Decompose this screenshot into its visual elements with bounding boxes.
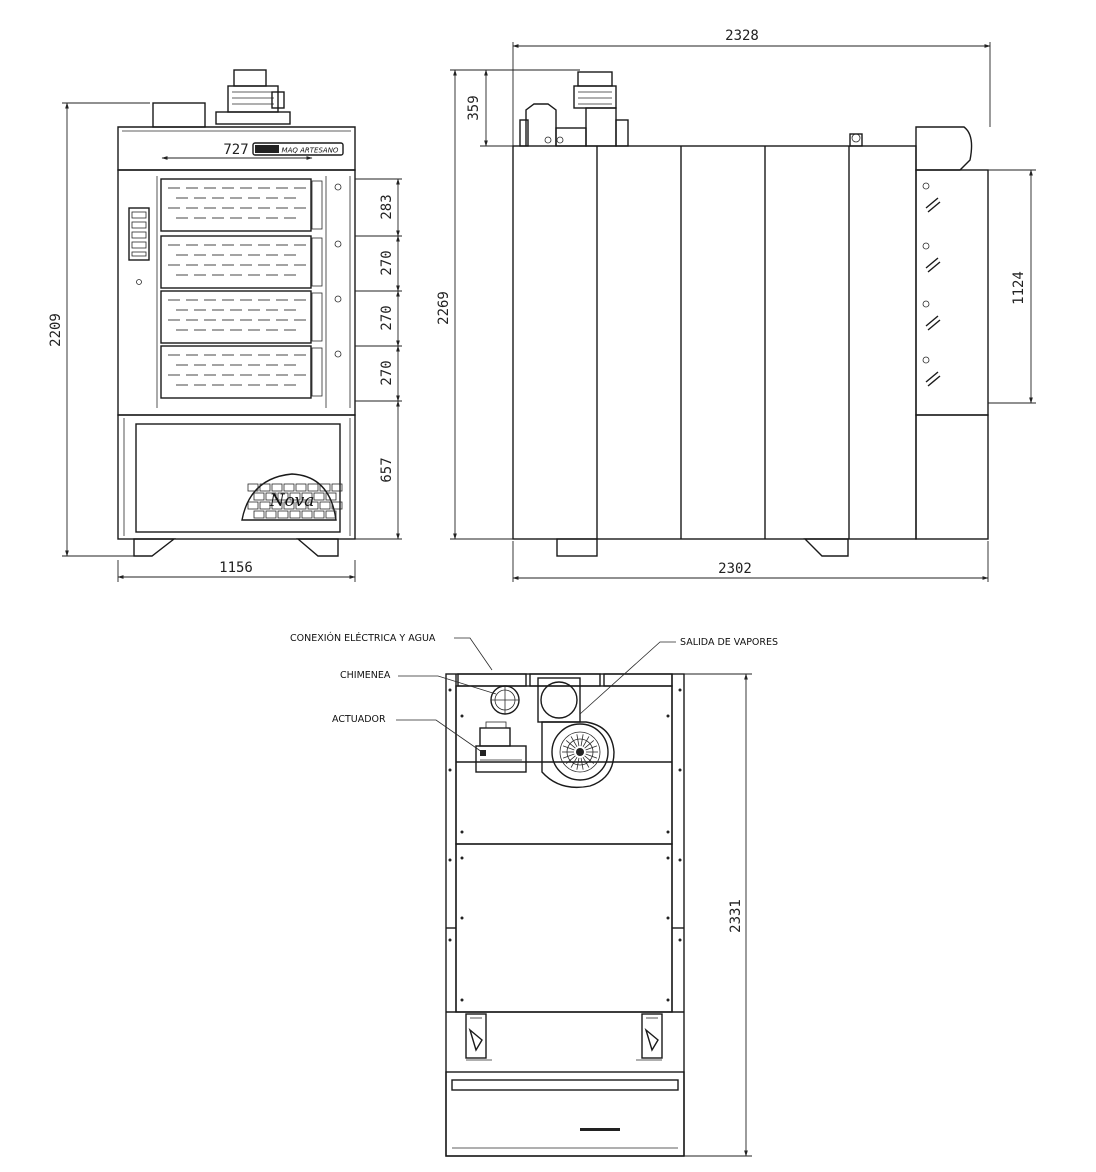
label-chimney: CHIMENEA xyxy=(340,670,391,681)
rear-labels xyxy=(290,632,778,752)
dim-2209: 2209 xyxy=(48,313,64,347)
front-decks xyxy=(161,179,341,398)
dim-727: 727 xyxy=(223,142,249,158)
rear-rivets xyxy=(449,689,682,1002)
label-actuator: ACTUADOR xyxy=(332,714,386,725)
dim-2269: 2269 xyxy=(436,291,452,325)
dim-1124: 1124 xyxy=(1011,271,1027,305)
side-rear-cap xyxy=(916,127,972,170)
dim-270-a: 270 xyxy=(379,250,395,276)
front-base xyxy=(118,415,355,556)
rear-panel-top xyxy=(456,686,672,844)
deck-1 xyxy=(161,179,341,231)
dim-270-c: 270 xyxy=(379,360,395,386)
dim-side-top xyxy=(450,70,580,146)
rear-chimney xyxy=(491,686,519,714)
front-view xyxy=(48,70,402,582)
rear-actuator xyxy=(476,722,526,772)
rear-bottom-tray xyxy=(446,1072,684,1156)
side-handle-2 xyxy=(923,243,940,272)
side-body xyxy=(513,146,916,539)
deck-4 xyxy=(161,346,341,398)
dim-front-width xyxy=(118,560,355,582)
front-logo-plate xyxy=(253,143,343,155)
deck-3 xyxy=(161,291,341,343)
side-top-equipment xyxy=(520,72,862,146)
side-foot-right xyxy=(805,539,848,556)
side-foot-left xyxy=(557,539,597,556)
dim-door-height xyxy=(988,170,1036,403)
front-motor xyxy=(216,70,290,124)
dim-270-b: 270 xyxy=(379,305,395,331)
deck-2 xyxy=(161,236,341,288)
side-handle-1 xyxy=(923,183,940,212)
rear-view xyxy=(290,632,778,1156)
label-electrical: CONEXIÓN ELÉCTRICA Y AGUA xyxy=(290,633,436,644)
dim-rear-height xyxy=(684,674,752,1156)
dim-283: 283 xyxy=(379,194,395,220)
front-control-panel xyxy=(129,208,149,285)
dim-2328: 2328 xyxy=(725,28,759,44)
dim-decks xyxy=(355,179,402,539)
side-view xyxy=(436,28,1036,582)
dim-side-height xyxy=(436,70,513,539)
dim-2302: 2302 xyxy=(718,561,752,577)
dim-side-base xyxy=(513,541,988,582)
side-handle-4 xyxy=(923,357,940,386)
rear-panel-mid xyxy=(456,844,672,1012)
front-body xyxy=(118,170,355,415)
badge-text: Nova xyxy=(269,491,315,511)
label-vapor-outlet: SALIDA DE VAPORES xyxy=(680,637,779,648)
rear-vapor-outlet xyxy=(538,678,614,787)
dim-1156: 1156 xyxy=(219,560,253,576)
dim-2331: 2331 xyxy=(728,899,744,933)
dim-657: 657 xyxy=(379,457,395,483)
side-handles xyxy=(923,183,940,386)
logo-text: MAQ ARTESANO xyxy=(281,146,339,155)
nova-badge xyxy=(242,474,342,520)
front-chimney xyxy=(153,103,205,127)
dim-359: 359 xyxy=(466,95,482,121)
side-handle-3 xyxy=(923,301,940,330)
dim-front-height xyxy=(48,103,150,556)
rear-legs xyxy=(466,1014,662,1060)
